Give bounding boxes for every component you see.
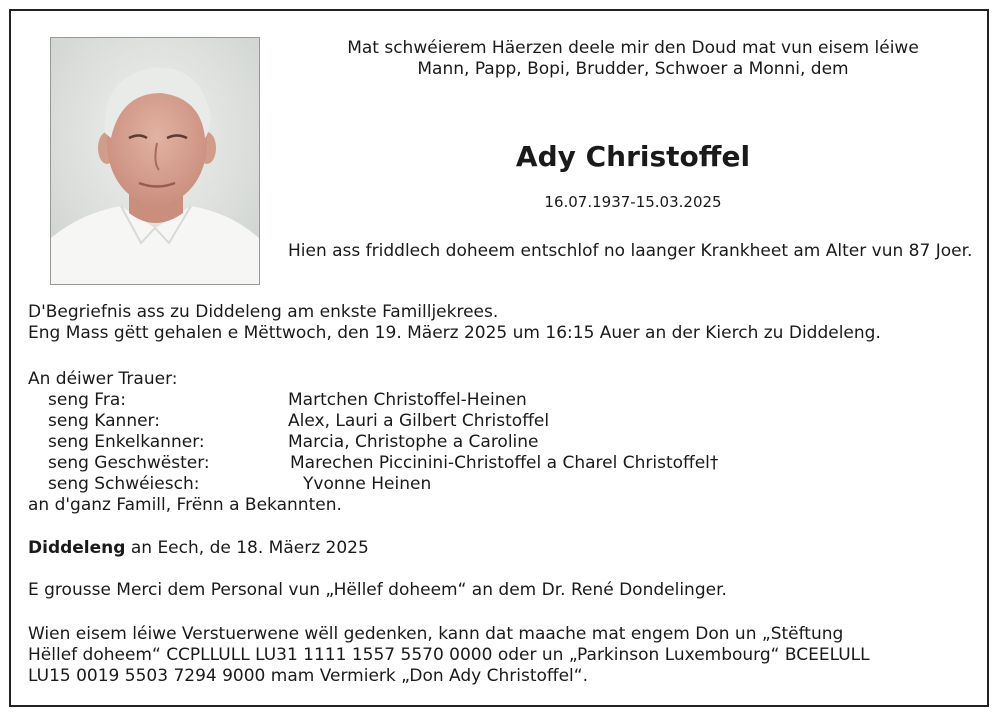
place-name: Diddeleng (28, 538, 126, 558)
relative-names: Marechen Piccinini-Christoffel a Charel Christoffel† (290, 453, 719, 473)
donation-line-3: LU15 0019 5503 7294 9000 mam Vermierk „Don Ady Christoffel“. (28, 666, 588, 686)
relative-names: Martchen Christoffel-Heinen (288, 390, 527, 410)
deceased-name: Ady Christoffel (515, 140, 751, 173)
portrait-photo (50, 37, 260, 285)
relative-label: seng Fra: (48, 390, 126, 410)
relative-label: seng Geschwëster: (48, 453, 210, 473)
date-text: an Eech, de 18. Mäerz 2025 (130, 538, 369, 558)
funeral-line-1: D'Begriefnis ass zu Diddeleng am enkste Familljekrees. (28, 302, 499, 322)
relative-label: seng Enkelkanner: (48, 432, 205, 452)
intro-text (290, 38, 976, 80)
donation-line-1: Wien eisem léiwe Verstuerwene wëll gedenken, kann dat maache mat engem Don un „Stëftung (28, 624, 844, 644)
relative-label: seng Schwéiesch: (48, 474, 200, 494)
thanks-text: E grousse Merci dem Personal vun „Hëllef doheem“ an dem Dr. René Dondelinger. (28, 580, 727, 600)
intro-line-1: Mat schwéierem Häerzen deele mir den Doud mat vun eisem léiwe (347, 38, 919, 58)
relative-names: Yvonne Heinen (303, 474, 432, 494)
donation-line-2: Hëllef doheem“ CCPLLULL LU31 1111 1557 5570 0000 oder un „Parkinson Luxembourg“ BCEELULL (28, 645, 870, 665)
mourners-closing: an d'ganz Famill, Frënn a Bekannten. (28, 495, 342, 515)
place-date (28, 538, 369, 559)
mourners-heading: An déiwer Trauer: (28, 369, 178, 389)
relative-names: Alex, Lauri a Gilbert Christoffel (288, 411, 550, 431)
intro-line-2: Mann, Papp, Bopi, Brudder, Schwoer a Monni, dem (417, 59, 849, 79)
life-dates: 16.07.1937-15.03.2025 (544, 193, 722, 211)
relative-names: Marcia, Christophe a Caroline (288, 432, 539, 452)
funeral-line-2: Eng Mass gëtt gehalen e Mëttwoch, den 19. Mäerz 2025 um 16:15 Auer an der Kierch zu Diddeleng. (28, 323, 881, 343)
passed-away-text: Hien ass friddlech doheem entschlof no laanger Krankheet am Alter vun 87 Joer. (288, 241, 973, 261)
relative-label: seng Kanner: (48, 411, 160, 431)
